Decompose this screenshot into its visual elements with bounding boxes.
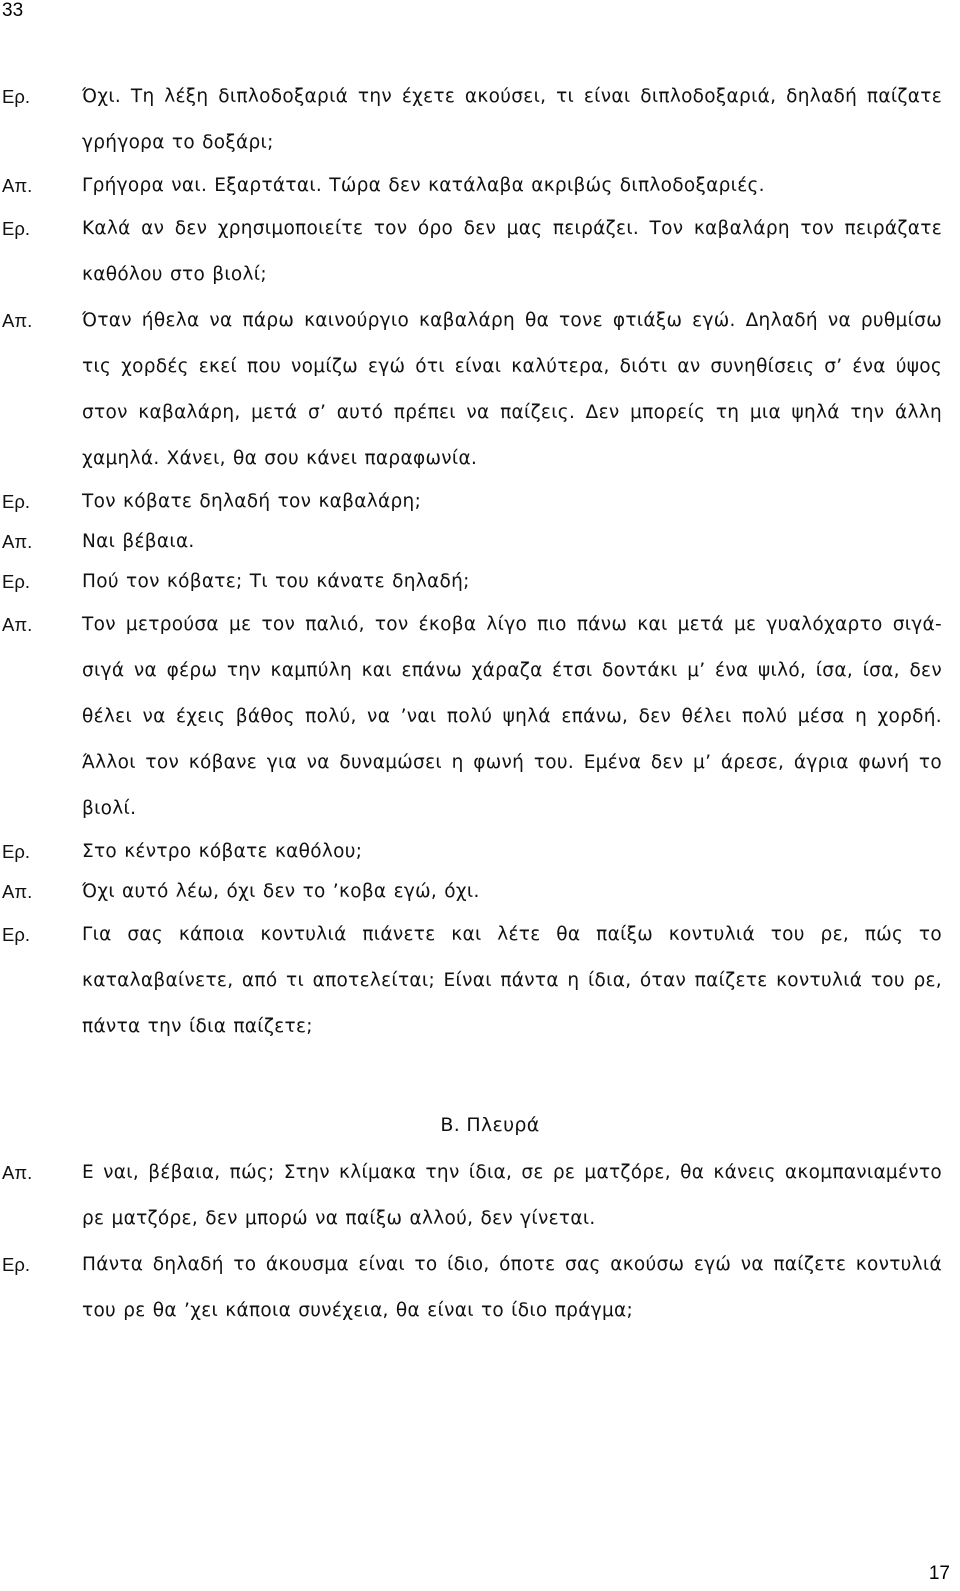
dialogue-entry — [0, 522, 960, 562]
speaker-label: Ερ. — [2, 86, 31, 107]
dialogue-text: Όχι αυτό λέω, όχι δεν το ’κοβα εγώ, όχι. — [82, 881, 480, 902]
dialogue-entry — [0, 912, 960, 1050]
speaker-label: Απ. — [2, 881, 33, 902]
dialogue-text: Πάντα δηλαδή το άκουσμα είναι το ίδιο, όποτε σας ακούσω εγώ να παίζετε κοντυλιά του ρε θα ’χει κάποια συνέχεια, θα είναι το ίδιο πράγμα; — [82, 1254, 942, 1321]
section-heading — [0, 1102, 960, 1148]
dialogue-text: Πού τον κόβατε; Τι του κάνατε δηλαδή; — [82, 571, 470, 592]
transcript — [0, 74, 960, 1334]
speaker-label: Απ. — [2, 310, 33, 331]
dialogue-text: Ναι βέβαια. — [82, 531, 195, 552]
dialogue-entry — [0, 832, 960, 872]
dialogue-text: Τον κόβατε δηλαδή τον καβαλάρη; — [82, 491, 422, 512]
dialogue-entry — [0, 872, 960, 912]
dialogue-entry — [0, 74, 960, 166]
dialogue-text: Όταν ήθελα να πάρω καινούργιο καβαλάρη θα τονε φτιάξω εγώ. Δηλαδή να ρυθμίσω τις χορδές εκεί που νομίζω εγώ ότι είναι καλύτερα, διότι αν συνηθίσεις σ’ ένα ύψος στον καβαλάρη, μετά σ’ αυτό πρέπει να παίζεις. Δεν μπορείς τη μια ψηλά την άλλη χαμηλά. Χάνει, θα σου κάνει παραφωνία. — [82, 310, 942, 469]
dialogue-text: Καλά αν δεν χρησιμοποιείτε τον όρο δεν μας πειράζει. Τον καβαλάρη τον πειράζατε καθόλου στο βιολί; — [82, 218, 942, 285]
dialogue-entry — [0, 298, 960, 482]
dialogue-text: Τον μετρούσα με τον παλιό, τον έκοβα λίγο πιο πάνω και μετά με γυαλόχαρτο σιγά-σιγά να φέρω την καμπύλη και επάνω χάραζα έτσι δοντάκι μ’ ένα ψιλό, ίσα, ίσα, δεν θέλει να έχεις βάθος πολύ, να ’ναι πολύ ψηλά επάνω, δεν θέλει πολύ μέσα η χορδή. Άλλοι τον κόβανε για να δυναμώσει η φωνή του. Εμένα δεν μ’ άρεσε, άγρια φωνή το βιολί. — [82, 614, 942, 819]
dialogue-part-2 — [0, 1150, 960, 1334]
speaker-label: Ερ. — [2, 218, 31, 239]
dialogue-text: Γρήγορα ναι. Εξαρτάται. Τώρα δεν κατάλαβα ακριβώς διπλοδοξαριές. — [82, 175, 765, 196]
dialogue-text: Για σας κάποια κοντυλιά πιάνετε και λέτε θα παίξω κοντυλιά του ρε, πώς το καταλαβαίνετε, από τι αποτελείται; Είναι πάντα η ίδια, όταν παίζετε κοντυλιά του ρε, πάντα την ίδια παίζετε; — [82, 924, 942, 1037]
page-number-bottom: 17 — [928, 1563, 950, 1584]
dialogue-entry — [0, 562, 960, 602]
dialogue-text: Στο κέντρο κόβατε καθόλου; — [82, 841, 363, 862]
dialogue-entry — [0, 166, 960, 206]
speaker-label: Ερ. — [2, 571, 31, 592]
speaker-label: Απ. — [2, 614, 33, 635]
dialogue-entry — [0, 206, 960, 298]
speaker-label: Απ. — [2, 175, 33, 196]
dialogue-part-1 — [0, 74, 960, 1050]
dialogue-text: Όχι. Τη λέξη διπλοδοξαριά την έχετε ακούσει, τι είναι διπλοδοξαριά, δηλαδή παίζατε γρήγορα το δοξάρι; — [82, 86, 942, 153]
page-number-top: 33 — [2, 0, 24, 21]
dialogue-entry — [0, 1150, 960, 1242]
dialogue-entry — [0, 1242, 960, 1334]
speaker-label: Ερ. — [2, 1254, 31, 1275]
speaker-label: Ερ. — [2, 491, 31, 512]
dialogue-text: Ε ναι, βέβαια, πώς; Στην κλίμακα την ίδια, σε ρε ματζόρε, θα κάνεις ακομπανιαμέντο ρε ματζόρε, δεν μπορώ να παίξω αλλού, δεν γίνεται. — [82, 1162, 942, 1229]
dialogue-entry — [0, 482, 960, 522]
speaker-label: Ερ. — [2, 924, 31, 945]
speaker-label: Απ. — [2, 1162, 33, 1183]
speaker-label: Απ. — [2, 531, 33, 552]
dialogue-entry — [0, 602, 960, 832]
speaker-label: Ερ. — [2, 841, 31, 862]
section-heading-text: Β. Πλευρά — [440, 1114, 540, 1136]
